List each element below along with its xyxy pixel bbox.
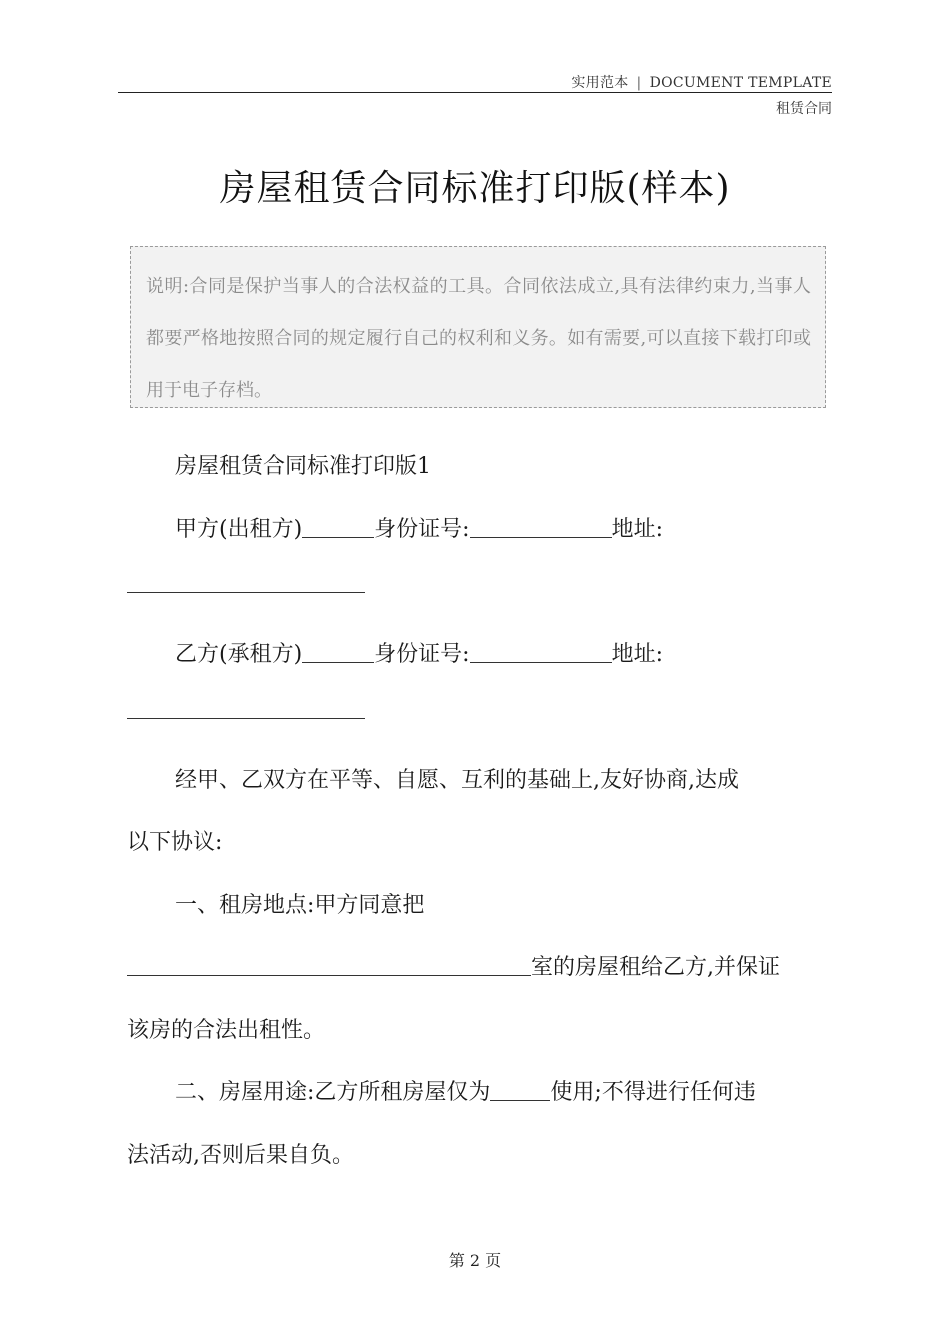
intro-line-1: 经甲、乙双方在平等、自愿、互利的基础上,友好协商,达成 (175, 767, 739, 793)
clause-1-line-1: 一、租房地点:甲方同意把 (175, 892, 425, 918)
header-right-label: DOCUMENT TEMPLATE (649, 75, 832, 91)
clause-2-line-1 (127, 1062, 823, 1125)
party-a-line (127, 499, 823, 562)
clause-1-room-blank (127, 974, 531, 976)
clause-2-use-blank (490, 1099, 550, 1101)
party-a-address-label: 地址: (611, 516, 664, 542)
party-a-name-blank (302, 536, 374, 538)
clause-1-line-2 (127, 937, 823, 1000)
party-b-line (127, 624, 823, 687)
party-b-id-blank (470, 661, 612, 663)
party-b-name-blank (302, 661, 374, 663)
header-category: 租赁合同 (776, 101, 832, 117)
party-a-address-blank (127, 591, 365, 593)
intro-line-2: 以下协议: (127, 830, 223, 855)
party-b-id-label: 身份证号: (374, 642, 470, 667)
header-divider (118, 92, 832, 93)
party-a-label: 甲方(出租方) (175, 516, 303, 542)
clause-1-tail: 室的房屋租给乙方,并保证 (531, 955, 780, 980)
header-label (571, 72, 832, 92)
party-b-address-label: 地址: (611, 642, 664, 667)
document-title: 房屋租赁合同标准打印版(样本) (219, 168, 731, 209)
note-text: 说明:合同是保护当事人的合法权益的工具。合同依法成立,具有法律约束力,当事人都要严格地按照合同的规定履行自己的权利和义务。如有需要,可以直接下载打印或用于电子存档。 (146, 276, 811, 401)
clause-2-tail: 使用;不得进行任何违 (550, 1080, 756, 1105)
party-b-label: 乙方(承租方) (175, 642, 303, 667)
contract-subtitle: 房屋租赁合同标准打印版1 (175, 454, 431, 479)
party-b-address-blank (127, 717, 365, 719)
page-number: 第 2 页 (448, 1251, 502, 1270)
party-a-id-label: 身份证号: (374, 516, 470, 542)
document-body (127, 436, 823, 1187)
note-box (130, 246, 826, 408)
clause-2-line-2: 法活动,否则后果自负。 (127, 1142, 354, 1168)
clause-1-line-3: 该房的合法出租性。 (127, 1017, 326, 1043)
header-left-label: 实用范本 (571, 75, 629, 91)
party-a-id-blank (470, 536, 612, 538)
header-separator: | (636, 75, 642, 91)
clause-2-head: 二、房屋用途:乙方所租房屋仅为 (175, 1080, 491, 1105)
